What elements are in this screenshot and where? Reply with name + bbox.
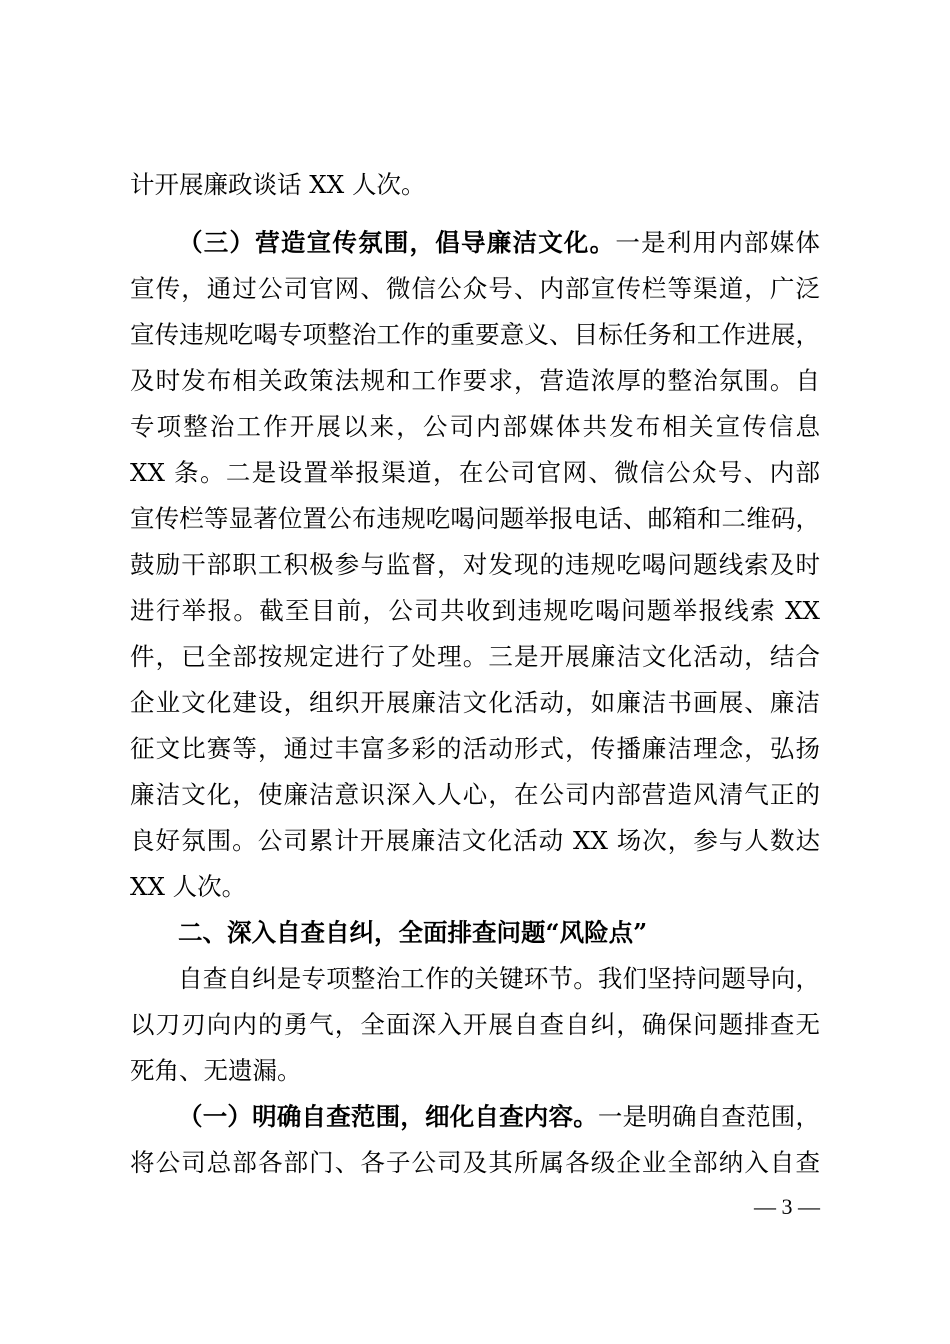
text-line-12: 企业文化建设，组织开展廉洁文化活动，如廉洁书画展、廉洁 — [130, 688, 820, 717]
text-line-2 — [178, 224, 820, 262]
text-line-13: 征文比赛等，通过丰富多彩的活动形式，传播廉洁理念，弘扬 — [130, 734, 820, 763]
text-line-21 — [178, 1098, 820, 1136]
text-line-14: 廉洁文化，使廉洁意识深入人心，在公司内部营造风清气正的 — [130, 780, 820, 809]
text-line-8: 宣传栏等显著位置公布违规吃喝问题举报电话、邮箱和二维码， — [130, 504, 820, 533]
text-line-16: XX 人次。 — [130, 872, 247, 901]
subheading-1: （一）明确自查范围，细化自查内容。 — [178, 1102, 598, 1131]
text-span: 一是明确自查范围， — [597, 1102, 820, 1131]
text-line-5: 及时发布相关政策法规和工作要求，营造浓厚的整治氛围。自 — [130, 366, 820, 395]
text-line-19: 以刀刃向内的勇气，全面深入开展自查自纠，确保问题排查无 — [130, 1010, 820, 1039]
page-number: — 3 — — [754, 1194, 820, 1219]
text-line-7: XX 条。二是设置举报渠道，在公司官网、微信公众号、内部 — [130, 458, 820, 487]
text-line-6: 专项整治工作开展以来，公司内部媒体共发布相关宣传信息 — [130, 412, 820, 441]
text-span: 一是利用内部媒体 — [615, 228, 820, 257]
text-line-15: 良好氛围。公司累计开展廉洁文化活动 XX 场次，参与人数达 — [130, 826, 820, 855]
subheading-3: （三）营造宣传氛围，倡导廉洁文化。 — [178, 228, 616, 257]
text-line-10: 进行举报。截至目前，公司共收到违规吃喝问题举报线索 XX — [130, 596, 820, 625]
text-line-20: 死角、无遗漏。 — [130, 1056, 302, 1085]
text-line-11: 件，已全部按规定进行了处理。三是开展廉洁文化活动，结合 — [130, 642, 820, 671]
text-line-22: 将公司总部各部门、各子公司及其所属各级企业全部纳入自查 — [130, 1148, 820, 1177]
text-line-9: 鼓励干部职工积极参与监督，对发现的违规吃喝问题线索及时 — [130, 550, 820, 579]
text-line-3: 宣传，通过公司官网、微信公众号、内部宣传栏等渠道，广泛 — [130, 274, 820, 303]
section-heading-2: 二、深入自查自纠，全面排查问题“风险点” — [178, 918, 648, 947]
text-line-4: 宣传违规吃喝专项整治工作的重要意义、目标任务和工作进展， — [130, 320, 820, 349]
text-line-1: 计开展廉政谈话 XX 人次。 — [130, 170, 426, 199]
text-line-18: 自查自纠是专项整治工作的关键环节。我们坚持问题导向， — [178, 964, 820, 993]
